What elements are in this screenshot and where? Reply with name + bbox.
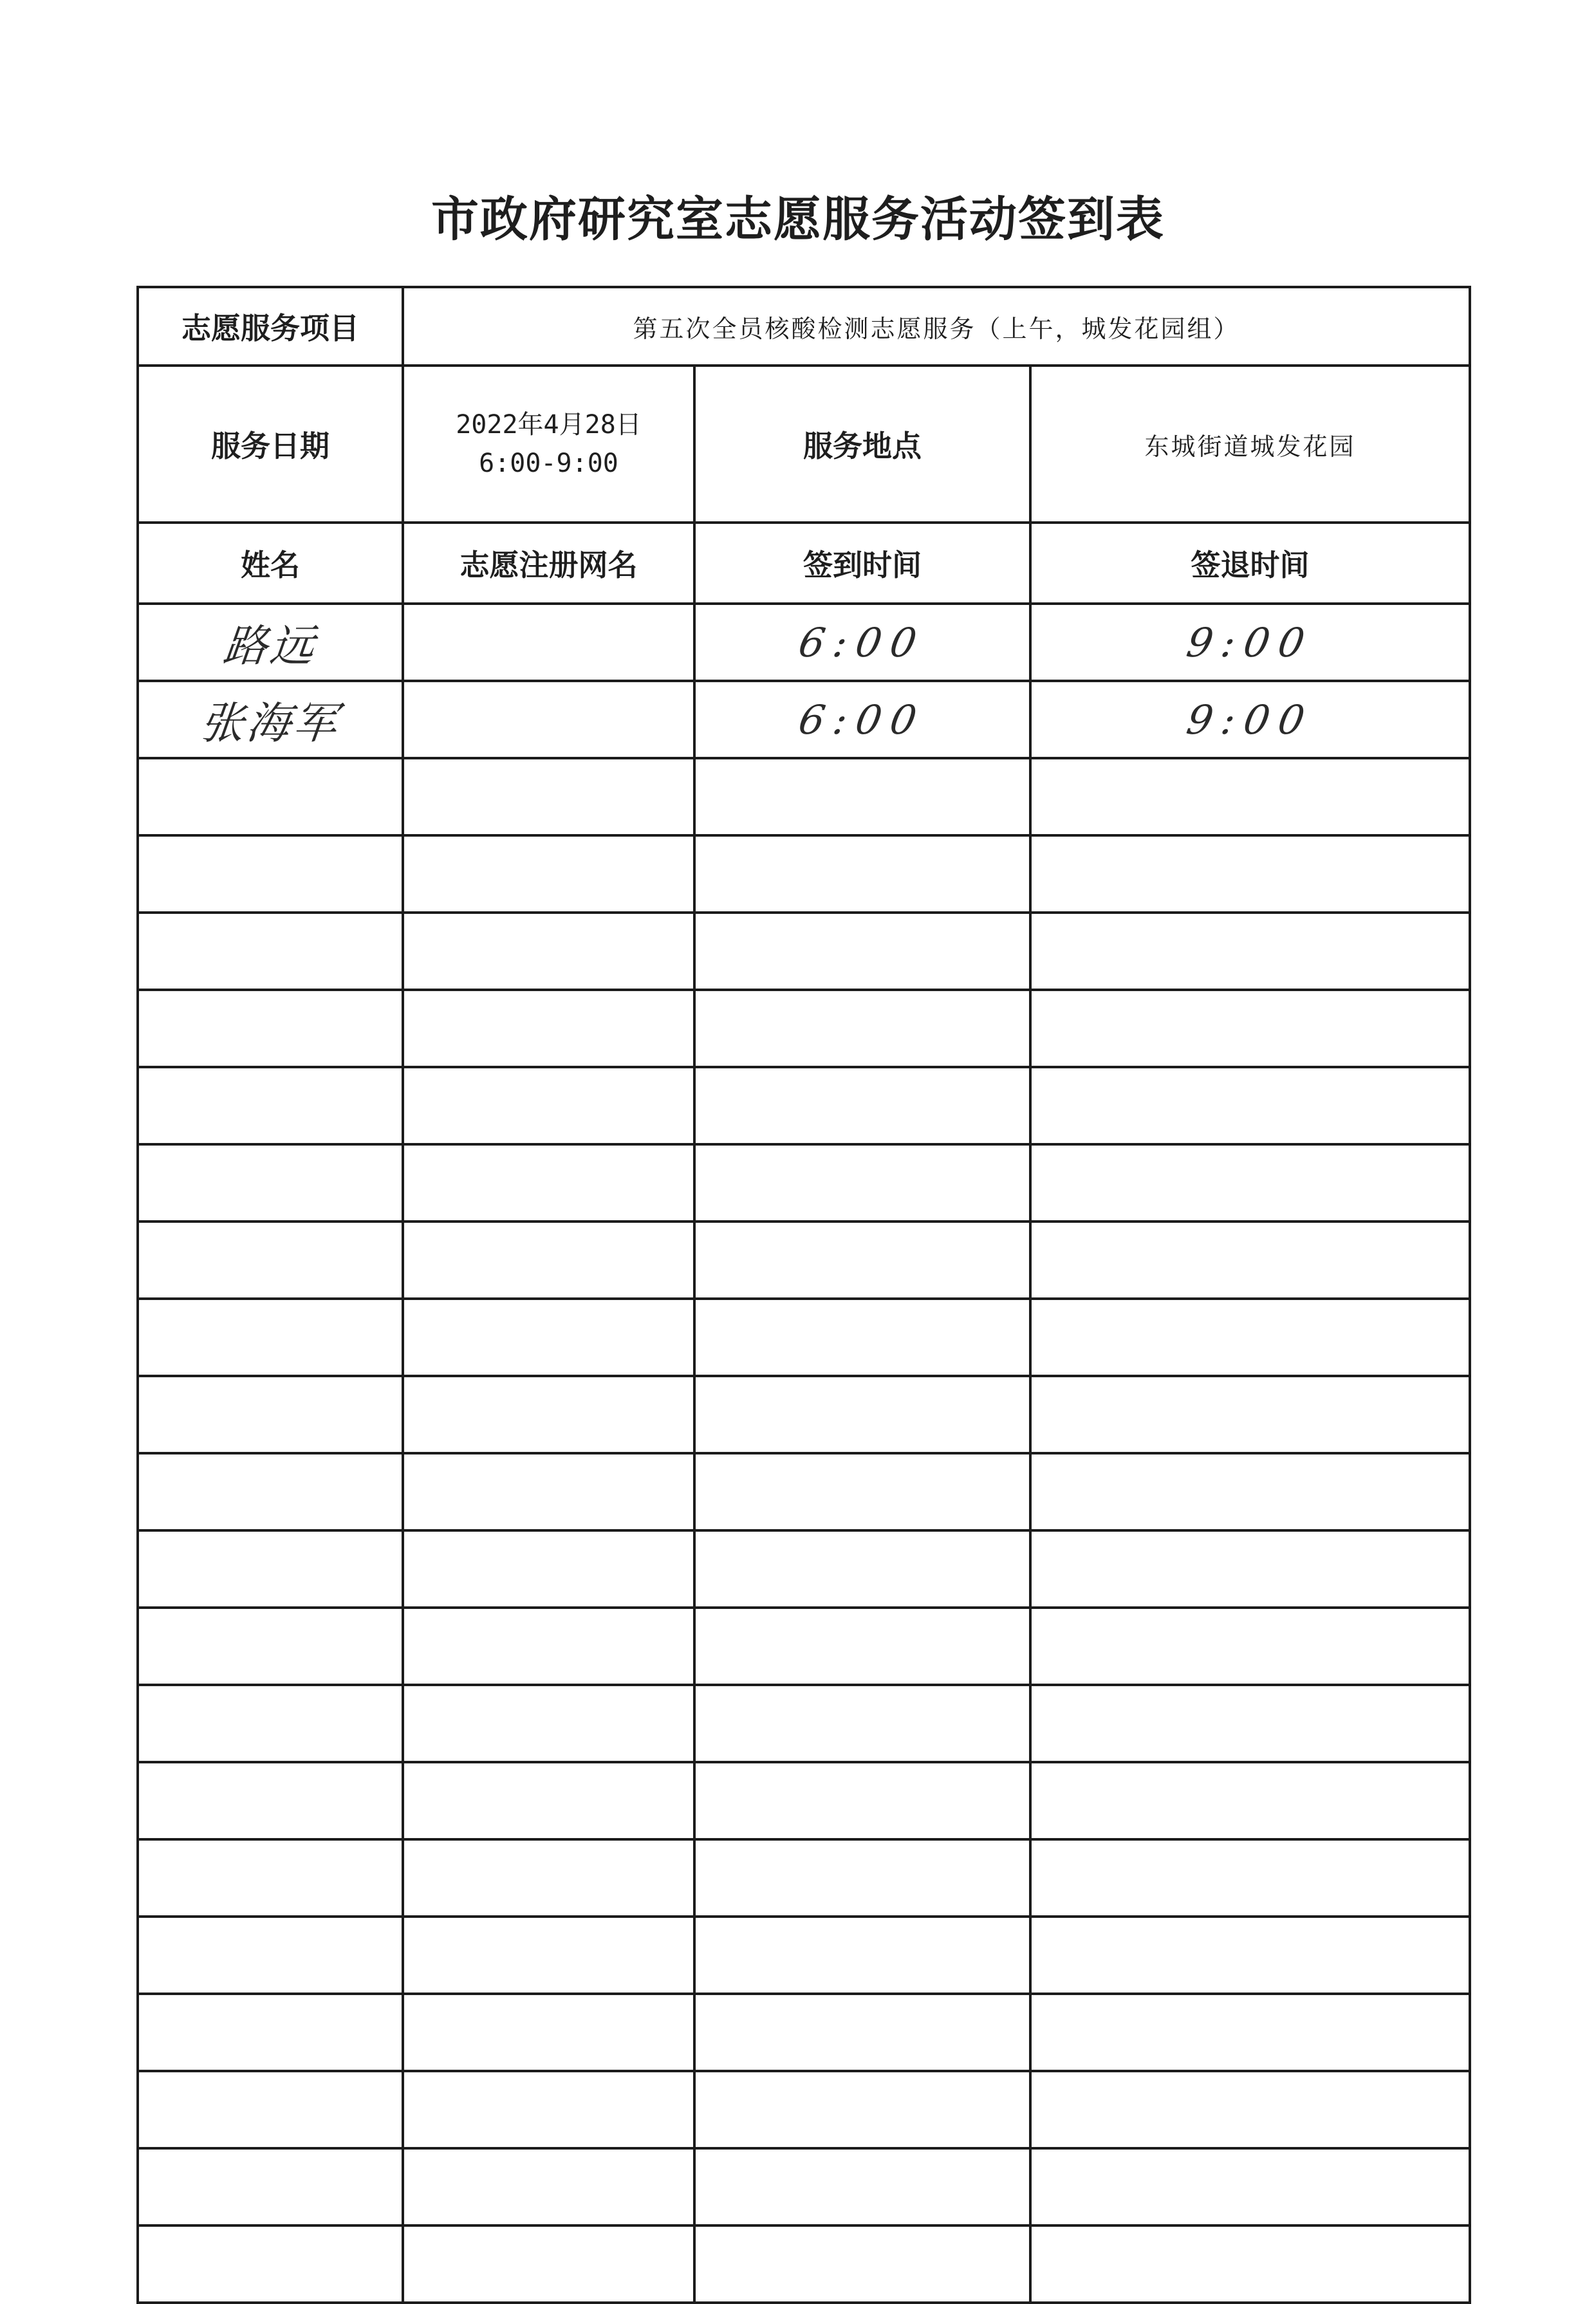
table-row [138,2071,1470,2148]
name-cell [138,990,403,1067]
name-cell [138,1222,403,1299]
sign-in-cell [694,990,1030,1067]
net-name-cell [403,2225,694,2303]
sign-in-cell [694,2071,1030,2148]
service-date-line1: 2022年4月28日 [456,410,642,440]
table-row [138,1608,1470,1685]
table-row [138,1222,1470,1299]
name-cell [138,2148,403,2225]
sign-out-cell [1030,1376,1470,1453]
name-cell [138,1299,403,1376]
column-header-sign-out: 签退时间 [1030,523,1470,604]
name-cell [138,2225,403,2303]
sign-in-cell [694,1839,1030,1917]
table-row [138,1994,1470,2071]
table-row [138,758,1470,835]
sign-in-cell [694,1685,1030,1762]
net-name-cell [403,2071,694,2148]
sign-out-cell [1030,1144,1470,1222]
net-name-cell [403,1222,694,1299]
net-name-cell [403,1299,694,1376]
name-cell [138,1917,403,1994]
table-row [138,1685,1470,1762]
sign-in-cell [694,1222,1030,1299]
table-row [138,913,1470,990]
sign-out-cell [1030,2148,1470,2225]
column-header-net-name: 志愿注册网名 [403,523,694,604]
table-row [138,1299,1470,1376]
service-place-value: 东城街道城发花园 [1030,366,1470,523]
sign-out-cell [1030,1299,1470,1376]
sign-out-value: 9:00 [1183,696,1317,743]
table-row [138,1839,1470,1917]
sign-out-cell [1030,1453,1470,1530]
table-row [138,1762,1470,1839]
name-cell [138,758,403,835]
project-row [138,287,1470,366]
name-value: 路远 [221,620,319,672]
name-cell [138,1685,403,1762]
table-row [138,1144,1470,1222]
name-cell [138,681,403,758]
net-name-cell [403,681,694,758]
net-name-cell [403,2148,694,2225]
sign-in-cell [694,913,1030,990]
sign-out-cell [1030,1917,1470,1994]
project-value: 第五次全员核酸检测志愿服务（上午，城发花园组） [403,287,1470,366]
name-cell [138,2071,403,2148]
sign-in-cell [694,1917,1030,1994]
net-name-cell [403,758,694,835]
name-cell [138,1762,403,1839]
sign-in-cell [694,681,1030,758]
service-place-label: 服务地点 [694,366,1030,523]
net-name-cell [403,1839,694,1917]
service-row [138,366,1470,523]
table-row [138,990,1470,1067]
name-cell [138,1530,403,1608]
sign-in-cell [694,1608,1030,1685]
sign-in-cell [694,1762,1030,1839]
sign-in-cell [694,1299,1030,1376]
net-name-cell [403,990,694,1067]
table-row [138,2225,1470,2303]
sign-in-cell [694,1994,1030,2071]
sign-in-table [136,286,1471,2304]
table-row [138,681,1470,758]
name-cell [138,604,403,681]
sign-in-cell [694,835,1030,913]
sign-out-cell [1030,913,1470,990]
column-header-sign-in: 签到时间 [694,523,1030,604]
table-row [138,1530,1470,1608]
table-row [138,2148,1470,2225]
net-name-cell [403,1530,694,1608]
table-row [138,1453,1470,1530]
name-value: 张海军 [198,698,342,749]
sign-out-cell [1030,835,1470,913]
sign-in-value: 6:00 [795,618,930,666]
net-name-cell [403,1067,694,1144]
sign-out-cell [1030,990,1470,1067]
name-cell [138,1994,403,2071]
sign-out-value: 9:00 [1183,618,1317,666]
sign-in-cell [694,1453,1030,1530]
net-name-cell [403,1144,694,1222]
project-label: 志愿服务项目 [138,287,403,366]
sign-in-cell [694,2225,1030,2303]
name-cell [138,1067,403,1144]
sign-out-cell [1030,1762,1470,1839]
name-cell [138,913,403,990]
net-name-cell [403,604,694,681]
sign-out-cell [1030,758,1470,835]
table-row [138,1917,1470,1994]
service-date-line2: 6:00-9:00 [479,449,618,478]
sign-out-cell [1030,1222,1470,1299]
name-cell [138,1608,403,1685]
sign-out-cell [1030,2071,1470,2148]
sign-out-cell [1030,604,1470,681]
sign-in-value: 6:00 [795,696,930,743]
sign-in-cell [694,758,1030,835]
sign-out-cell [1030,1608,1470,1685]
table-row [138,604,1470,681]
column-header-row [138,523,1470,604]
sign-out-cell [1030,1994,1470,2071]
sign-out-cell [1030,2225,1470,2303]
sign-in-cell [694,1376,1030,1453]
name-cell [138,1453,403,1530]
service-date-value [403,366,694,523]
name-cell [138,1839,403,1917]
sign-in-cell [694,1144,1030,1222]
sign-out-cell [1030,1530,1470,1608]
sign-in-cell [694,1067,1030,1144]
table-row [138,1067,1470,1144]
net-name-cell [403,1608,694,1685]
sign-out-cell [1030,1067,1470,1144]
service-date-label: 服务日期 [138,366,403,523]
name-cell [138,1144,403,1222]
net-name-cell [403,1376,694,1453]
column-header-name: 姓名 [138,523,403,604]
table-row [138,835,1470,913]
sign-in-cell [694,2148,1030,2225]
page-title: 市政府研究室志愿服务活动签到表 [431,192,1165,247]
net-name-cell [403,1994,694,2071]
sign-out-cell [1030,1685,1470,1762]
name-cell [138,1376,403,1453]
net-name-cell [403,913,694,990]
net-name-cell [403,1685,694,1762]
sign-out-cell [1030,1839,1470,1917]
name-cell [138,835,403,913]
sign-in-cell [694,1530,1030,1608]
net-name-cell [403,835,694,913]
net-name-cell [403,1453,694,1530]
net-name-cell [403,1917,694,1994]
sign-out-cell [1030,681,1470,758]
sign-in-cell [694,604,1030,681]
table-row [138,1376,1470,1453]
net-name-cell [403,1762,694,1839]
